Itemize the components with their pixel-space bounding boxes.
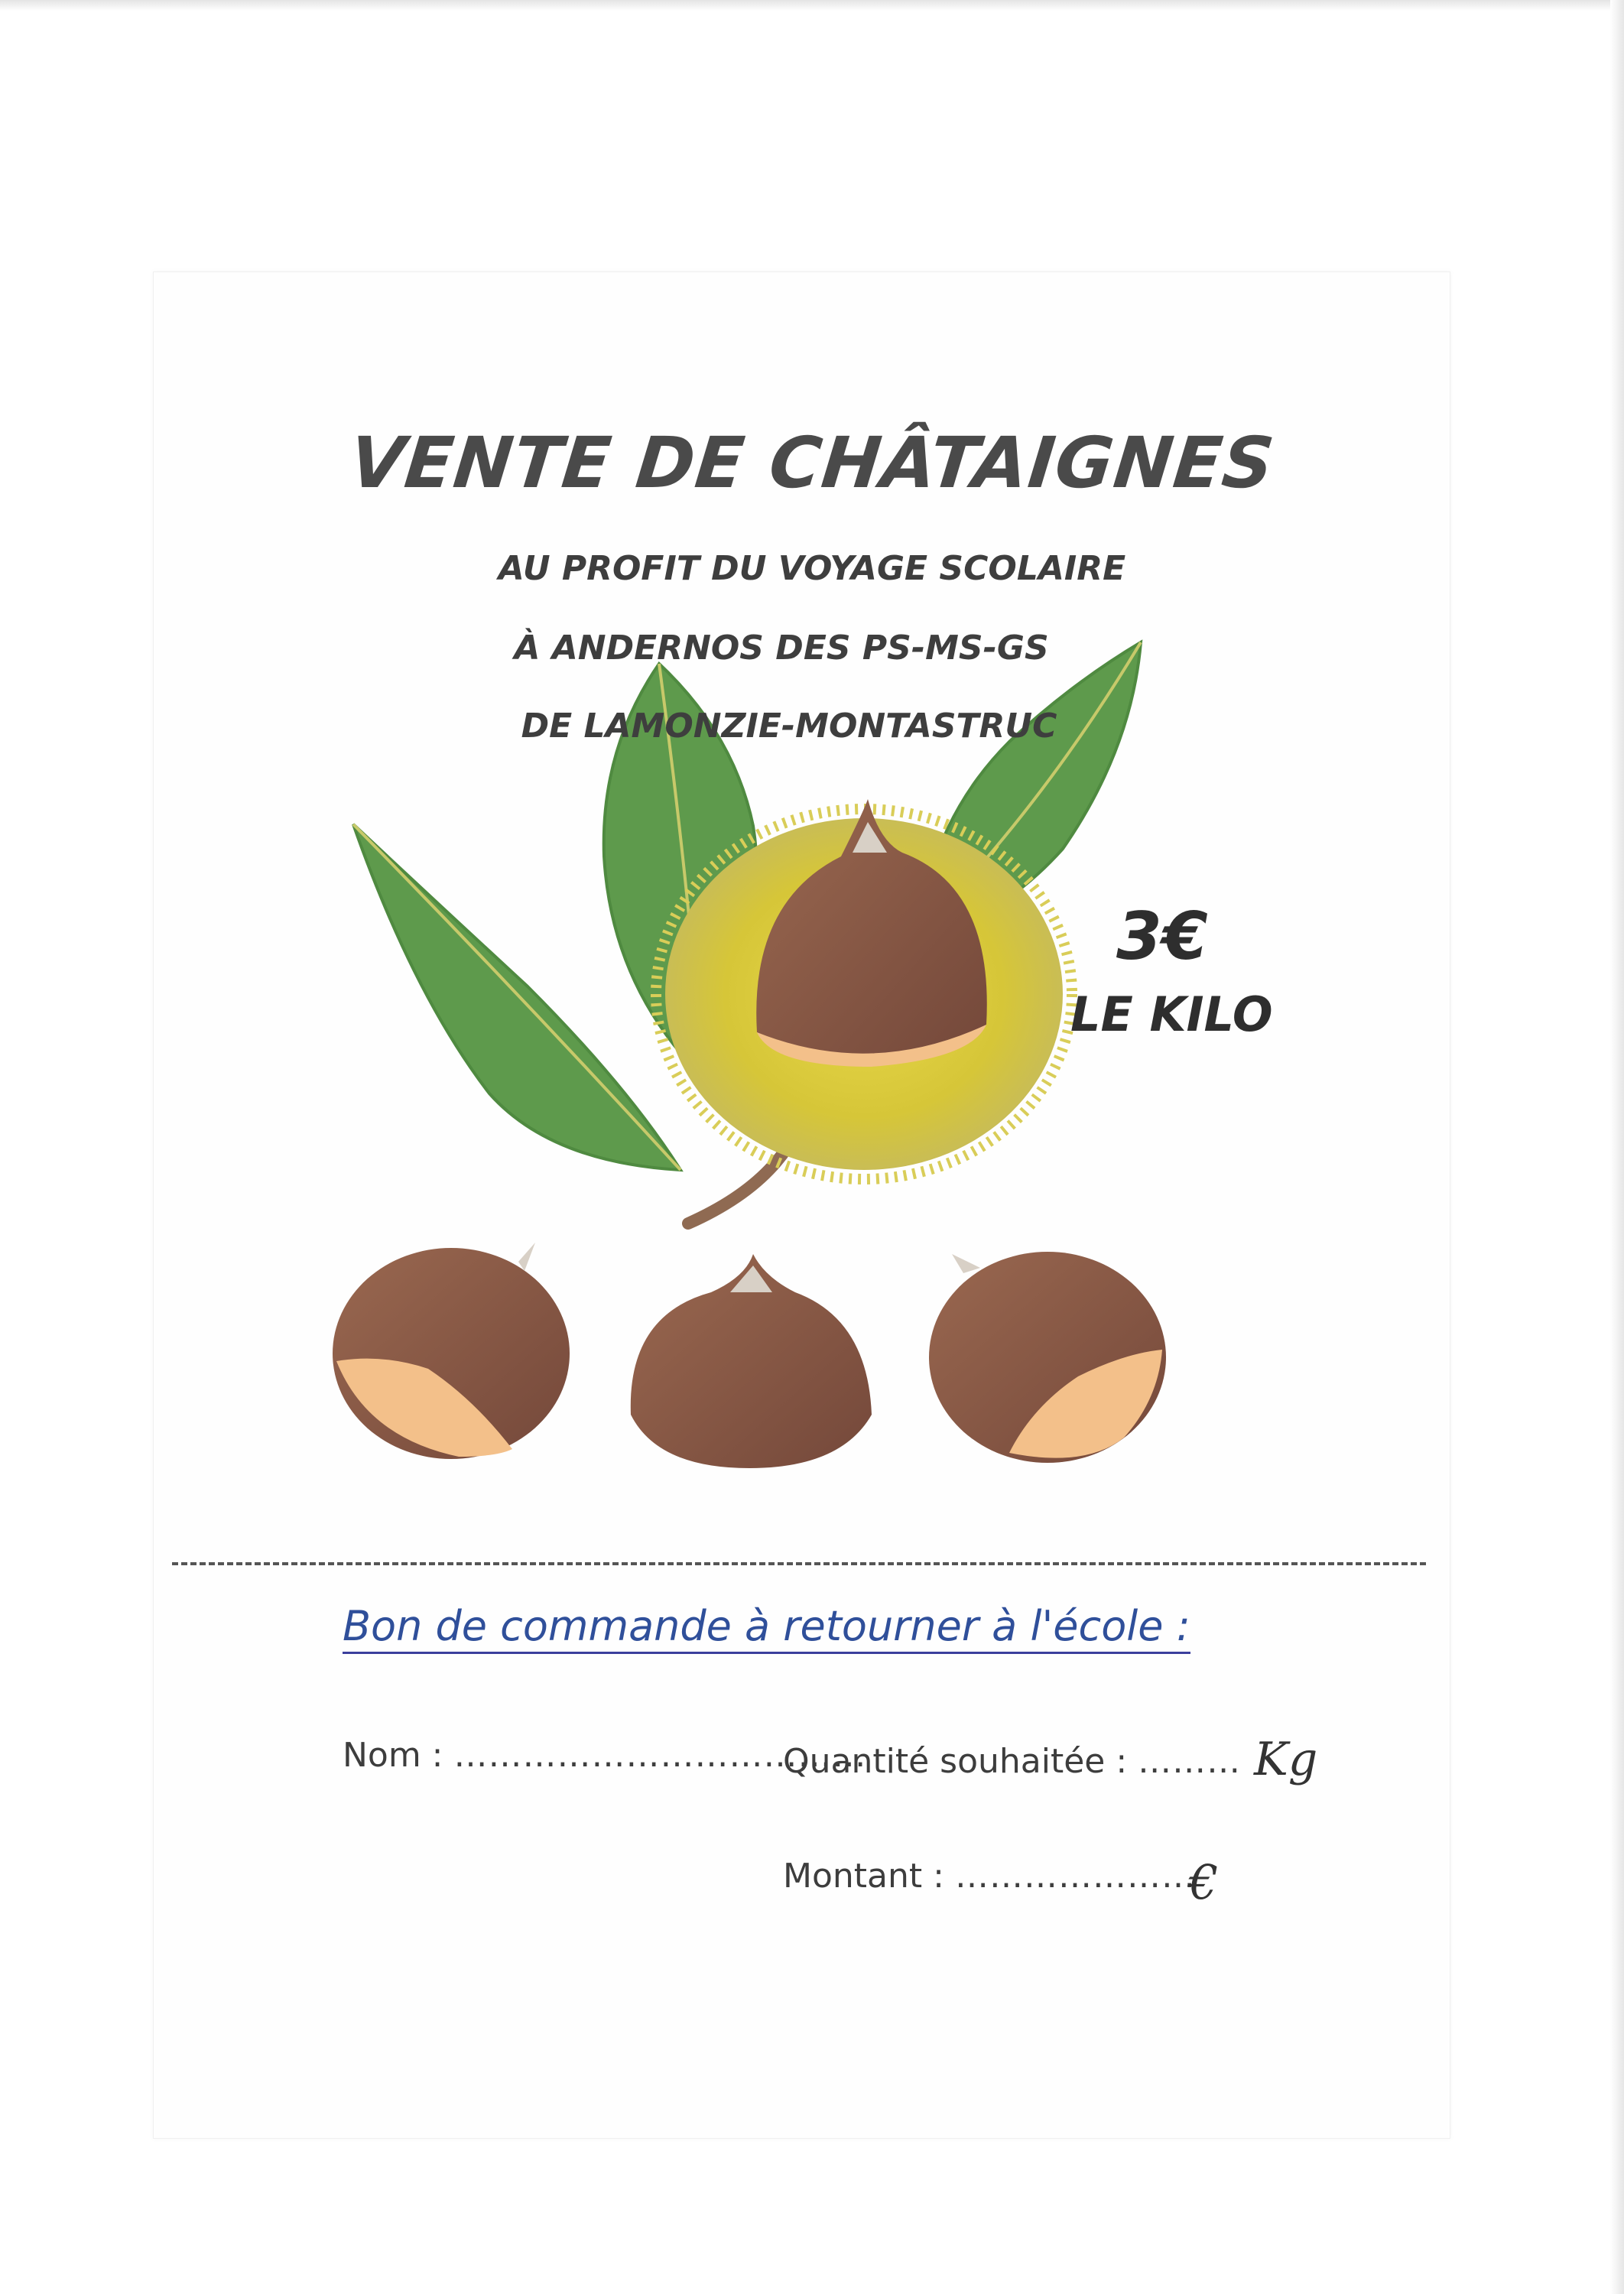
- quantity-label: Quantité souhaitée :: [783, 1742, 1128, 1781]
- handwritten-euro-unit: €: [1188, 1854, 1219, 1910]
- handwritten-kg-unit: Kg: [1254, 1733, 1318, 1786]
- chestnut-middle: [631, 1254, 872, 1468]
- chestnut-stem: [688, 1147, 788, 1223]
- price-unit: LE KILO: [1070, 986, 1273, 1042]
- flyer-subtitle-line-2: À ANDERNOS DES PS-MS-GS: [514, 629, 1049, 668]
- flyer-subtitle-line-3: DE LAMONZIE-MONTASTRUC: [521, 707, 1057, 746]
- amount-blank[interactable]: …………………: [954, 1857, 1196, 1896]
- flyer-title: VENTE DE CHÂTAIGNES: [346, 422, 1278, 504]
- chestnut-left: [333, 1243, 570, 1459]
- price-value: 3€: [1116, 898, 1208, 975]
- chestnut-right: [929, 1252, 1166, 1463]
- quantity-blank[interactable]: ………: [1138, 1742, 1242, 1781]
- name-label: Nom :: [343, 1736, 443, 1775]
- flyer-subtitle-line-1: AU PROFIT DU VOYAGE SCOLAIRE: [498, 549, 1126, 588]
- amount-label: Montant :: [783, 1857, 944, 1896]
- name-blank[interactable]: ………………………………: [453, 1736, 867, 1775]
- order-form-heading: Bon de commande à retourner à l'école :: [343, 1602, 1190, 1654]
